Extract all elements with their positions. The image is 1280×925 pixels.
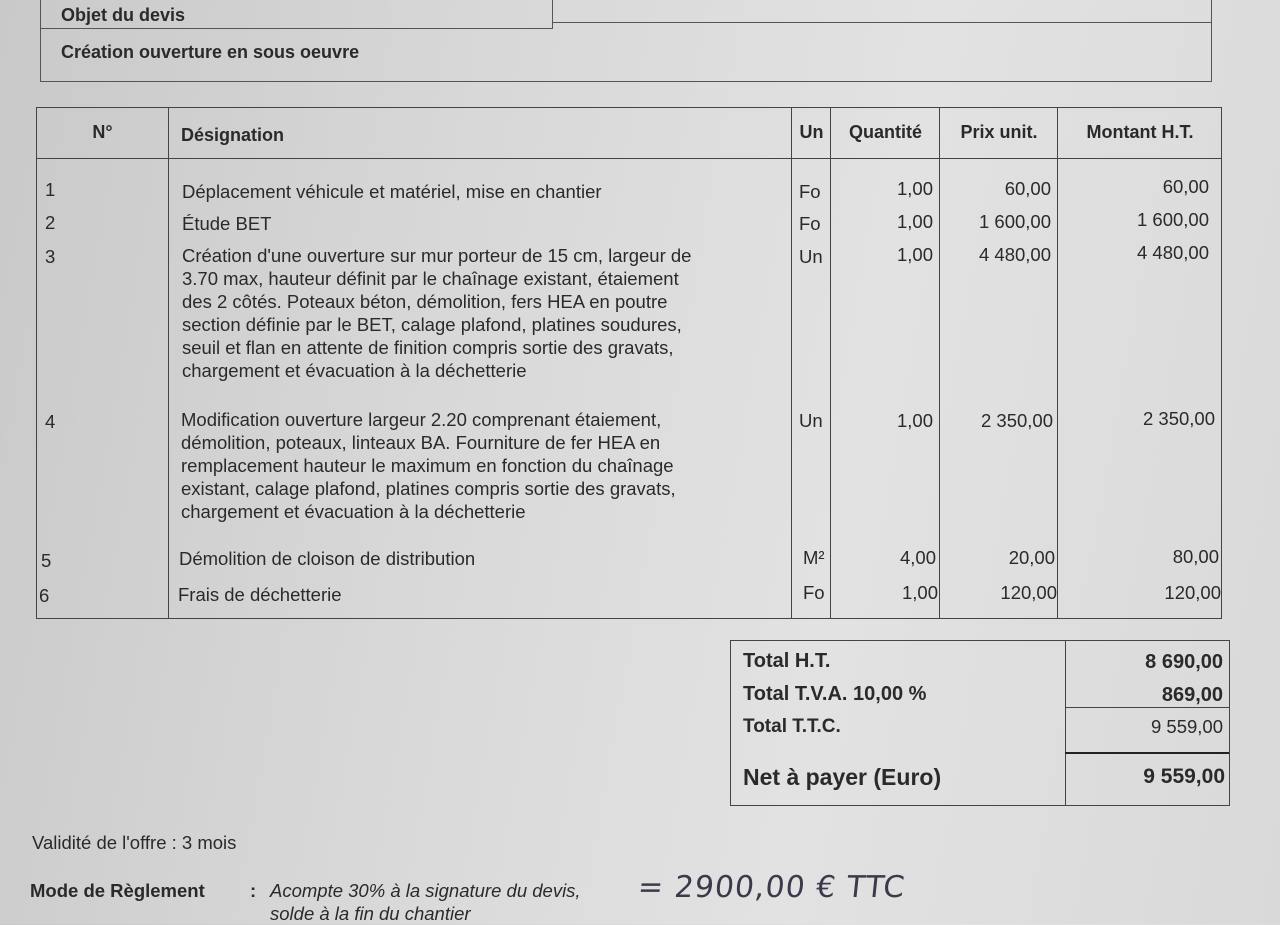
header-quantite: Quantité xyxy=(848,122,922,142)
row-4-designation-line: chargement et évacuation à la déchetterie xyxy=(181,501,526,522)
row-2-designation: Étude BET xyxy=(182,213,272,234)
items-table xyxy=(36,107,1222,619)
objet-heading-cell xyxy=(41,0,553,29)
row-6-qty: 1,00 xyxy=(901,582,938,603)
row-4-designation-line: remplacement hauteur le maximum en fonction du chaînage xyxy=(181,455,674,476)
objet-section xyxy=(40,0,1212,82)
header-unit: Un xyxy=(799,122,824,142)
row-3-designation-line: 3.70 max, hauteur définit par le chaînage existant, étaiement xyxy=(182,268,679,289)
row-1-amount: 60,00 xyxy=(1162,176,1209,197)
row-3-price: 4 480,00 xyxy=(978,244,1051,265)
row-3-unit: Un xyxy=(799,246,823,267)
row-3-designation-line: section définie par le BET, calage plafond, platines soudures, xyxy=(182,314,682,335)
row-3-designation-line: seuil et flan en attente de finition compris sortie des gravats, xyxy=(182,337,674,358)
row-2-unit: Fo xyxy=(799,213,821,234)
row-6-unit: Fo xyxy=(803,582,825,603)
row-1-qty: 1,00 xyxy=(896,178,933,199)
row-2-amount: 1 600,00 xyxy=(1136,209,1209,230)
objet-heading: Objet du devis xyxy=(61,5,186,25)
row-6-num: 6 xyxy=(39,585,50,606)
row-4-designation-line: démolition, poteaux, linteaux BA. Fourniture de fer HEA en xyxy=(181,432,661,453)
header-separator xyxy=(37,158,1221,159)
total-tva-value: 869,00 xyxy=(1161,684,1223,706)
total-ttc-label: Total T.T.C. xyxy=(743,716,841,737)
row-4-designation xyxy=(181,408,676,523)
row-3-amount: 4 480,00 xyxy=(1136,242,1209,263)
totals-line-net xyxy=(1065,752,1229,754)
row-1-unit: Fo xyxy=(799,181,821,202)
row-4-designation-line: Modification ouverture largeur 2.20 comprenant étaiement, xyxy=(181,409,662,430)
row-5-num: 5 xyxy=(41,550,52,571)
col-line-designation xyxy=(791,108,792,618)
row-5-price: 20,00 xyxy=(1008,547,1055,568)
row-3-designation-line: chargement et évacuation à la déchetterie xyxy=(182,360,527,381)
header-prix: Prix unit. xyxy=(960,122,1038,142)
row-2-price: 1 600,00 xyxy=(978,211,1051,232)
objet-text: Création ouverture en sous oeuvre xyxy=(61,42,360,62)
row-5-amount: 80,00 xyxy=(1172,546,1219,567)
row-2-num: 2 xyxy=(45,212,56,233)
row-1-num: 1 xyxy=(45,179,56,200)
row-4-qty: 1,00 xyxy=(896,410,933,431)
mode-reglement-label: Mode de Règlement xyxy=(30,880,205,901)
mode-reglement-line1: Acompte 30% à la signature du devis, xyxy=(270,880,581,901)
col-line-price xyxy=(1057,108,1058,618)
row-4-num: 4 xyxy=(45,411,56,432)
total-ht-label: Total H.T. xyxy=(743,650,831,672)
net-value: 9 559,00 xyxy=(1143,765,1225,788)
row-1-price: 60,00 xyxy=(1004,178,1051,199)
header-num: N° xyxy=(92,122,113,142)
row-5-unit: M² xyxy=(803,547,825,568)
total-ttc-value: 9 559,00 xyxy=(1150,716,1223,737)
row-4-unit: Un xyxy=(799,410,823,431)
mode-reglement-line2: solde à la fin du chantier xyxy=(270,903,471,924)
total-tva-label: Total T.V.A. 10,00 % xyxy=(743,683,927,705)
row-5-designation: Démolition de cloison de distribution xyxy=(179,548,476,569)
totals-line-ttc xyxy=(1065,707,1229,708)
row-3-designation-line: Création d'une ouverture sur mur porteur de 15 cm, largeur de xyxy=(182,245,692,266)
col-line-qty xyxy=(939,108,940,618)
total-ht-value: 8 690,00 xyxy=(1145,651,1223,673)
objet-heading-right-cell xyxy=(553,0,1211,23)
mode-reglement-sep: : xyxy=(250,880,257,901)
row-3-qty: 1,00 xyxy=(896,244,933,265)
row-6-amount: 120,00 xyxy=(1164,582,1221,603)
row-4-designation-line: existant, calage plafond, platines compris sortie des gravats, xyxy=(181,478,676,499)
header-montant: Montant H.T. xyxy=(1086,122,1194,142)
row-1-designation: Déplacement véhicule et matériel, mise en chantier xyxy=(182,181,602,202)
row-4-price: 2 350,00 xyxy=(980,410,1053,431)
header-designation: Désignation xyxy=(181,125,285,145)
row-3-designation-line: des 2 côtés. Poteaux béton, démolition, fers HEA en poutre xyxy=(182,291,668,312)
row-3-num: 3 xyxy=(45,246,56,267)
row-6-price: 120,00 xyxy=(1000,582,1057,603)
net-label: Net à payer (Euro) xyxy=(743,764,942,790)
row-5-qty: 4,00 xyxy=(899,547,936,568)
row-6-designation: Frais de déchetterie xyxy=(178,584,342,605)
row-3-designation xyxy=(182,244,691,382)
row-2-qty: 1,00 xyxy=(896,211,933,232)
totals-box xyxy=(730,640,1230,806)
handwritten-note: = 2900,00 € TTC xyxy=(636,870,908,905)
validite-text: Validité de l'offre : 3 mois xyxy=(32,832,237,853)
col-line-unit xyxy=(830,108,831,618)
col-line-num xyxy=(168,108,169,618)
totals-col-line xyxy=(1065,641,1066,805)
row-4-amount: 2 350,00 xyxy=(1142,408,1215,429)
